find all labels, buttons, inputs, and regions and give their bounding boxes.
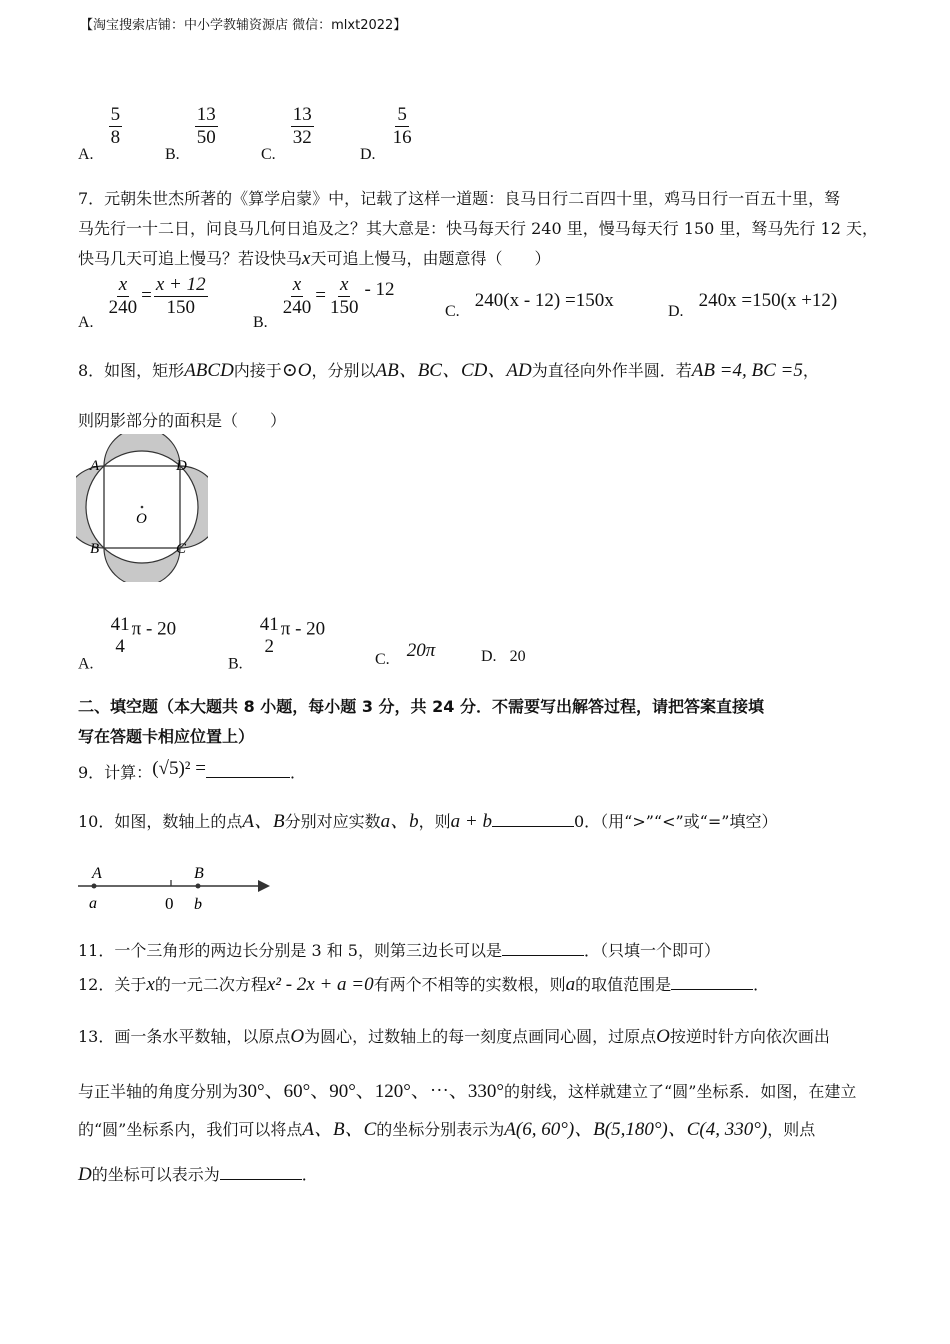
q13-line-3: 的“圆”坐标系内，我们可以将点A、B、C的坐标分别表示为A(6, 60°)、B(5,180°)、C(4, 330°)，则点	[78, 1119, 816, 1140]
q6-a-fraction: $\frac{5}{8}$	[110, 104, 121, 148]
q12: 12．关于x的一元二次方程x² - 2x + a =0有两个不相等的实数根，则a的取值范围是 ．	[78, 974, 770, 995]
q9: 9．计算：(√5)² = ．	[78, 758, 306, 782]
q13-line-4: D的坐标可以表示为 ．	[78, 1164, 318, 1185]
q6-option-d[interactable]: D. $\frac{5}{16}$	[360, 104, 412, 163]
q11-answer-blank[interactable]	[502, 941, 584, 956]
axis-value-a: a	[89, 895, 97, 912]
axis-label-b: B	[194, 865, 204, 882]
q6-c-fraction: $\frac{13}{32}$	[292, 104, 312, 148]
q7-line-1: 7．元朝朱世杰所著的《算学启蒙》中，记载了这样一道题：良马日行二百四十里，鸡马日行一百五十里，驽	[78, 189, 841, 208]
q12-answer-blank[interactable]	[671, 975, 753, 990]
q6-option-c[interactable]: C. $\frac{13}{32}$	[261, 104, 312, 163]
q10-answer-blank[interactable]	[492, 812, 574, 827]
q6-option-a[interactable]: A. $\frac{5}{8}$	[78, 104, 121, 163]
point-a	[92, 884, 97, 889]
q10-number-line	[76, 858, 276, 914]
q8-line-1: 8．如图，矩形ABCD内接于⊙O，分别以AB、BC、CD、AD为直径向外作半圆．若AB =4, BC =5，	[78, 360, 819, 381]
q11: 11．一个三角形的两边长分别是 3 和 5，则第三边长可以是 ．（只填一个即可）	[78, 941, 720, 960]
page-header: 【淘宝搜索店铺：中小学教辅资源店 微信：mlxt2022】	[80, 18, 407, 33]
q8-option-a[interactable]: A. 41 4 π - 20	[78, 614, 177, 673]
q13-answer-blank[interactable]	[220, 1165, 302, 1180]
q7-line-2: 马先行一十二日，问良马几何日追及之？其大意是：快马每天行 240 里，慢马每天行 150 里，驽马先行 12 天，	[78, 219, 878, 238]
center-point	[141, 506, 144, 509]
q7-line-3: 快马几天可追上慢马？若设快马x天可追上慢马，由题意得（ ）	[78, 248, 551, 269]
label-b: B	[90, 541, 100, 557]
q7-option-d[interactable]: D. 240x =150(x +12)	[668, 290, 838, 320]
q8-option-c[interactable]: C. 20π	[375, 640, 436, 668]
q9-answer-blank[interactable]	[206, 763, 290, 778]
section2-line-2: 写在答题卡相应位置上）	[78, 727, 255, 746]
axis-label-a: A	[92, 865, 102, 882]
q6-option-b[interactable]: B. $\frac{13}{50}$	[165, 104, 216, 163]
q6-d-fraction: $\frac{5}{16}$	[392, 104, 412, 148]
q10: 10．如图，数轴上的点A、B分别对应实数a、b，则a + b 0．（用“>”“<”或“=”填空）	[78, 811, 778, 832]
point-b	[196, 884, 201, 889]
section2-line-1: 二、填空题（本大题共 8 小题，每小题 3 分，共 24 分．不需要写出解答过程，请把答案直接填	[78, 697, 764, 716]
label-c: C	[176, 541, 187, 557]
label-o: O	[136, 511, 147, 527]
q8-figure	[76, 434, 208, 582]
arrow-icon	[258, 880, 270, 892]
q6-b-fraction: $\frac{13}{50}$	[196, 104, 216, 148]
label-a: A	[90, 458, 100, 474]
q7-option-a[interactable]: A. $\frac{x}{240}$ = $\frac{x + 12}{150}$	[78, 274, 206, 331]
q13-line-2: 与正半轴的角度分别为30°、60°、90°、120°、⋯、330°的射线，这样就建立了“圆”坐标系．如图，在建立	[78, 1081, 857, 1102]
axis-zero: 0	[165, 894, 174, 913]
q8-option-d[interactable]: D. 20	[481, 648, 526, 665]
axis-value-b: b	[194, 896, 202, 913]
q7-option-b[interactable]: B. $\frac{x}{240}$ = $\frac{x}{150}$ - 12	[253, 274, 395, 331]
label-d: D	[176, 458, 187, 474]
q8-line-2: 则阴影部分的面积是（ ）	[78, 411, 287, 430]
q7-option-c[interactable]: C. 240(x - 12) =150x	[445, 290, 614, 320]
q13-line-1: 13．画一条水平数轴，以原点O为圆心，过数轴上的每一刻度点画同心圆，过原点O按逆时针方向依次画出	[78, 1026, 830, 1047]
q8-option-b[interactable]: B. 41 2 π - 20	[228, 614, 326, 673]
